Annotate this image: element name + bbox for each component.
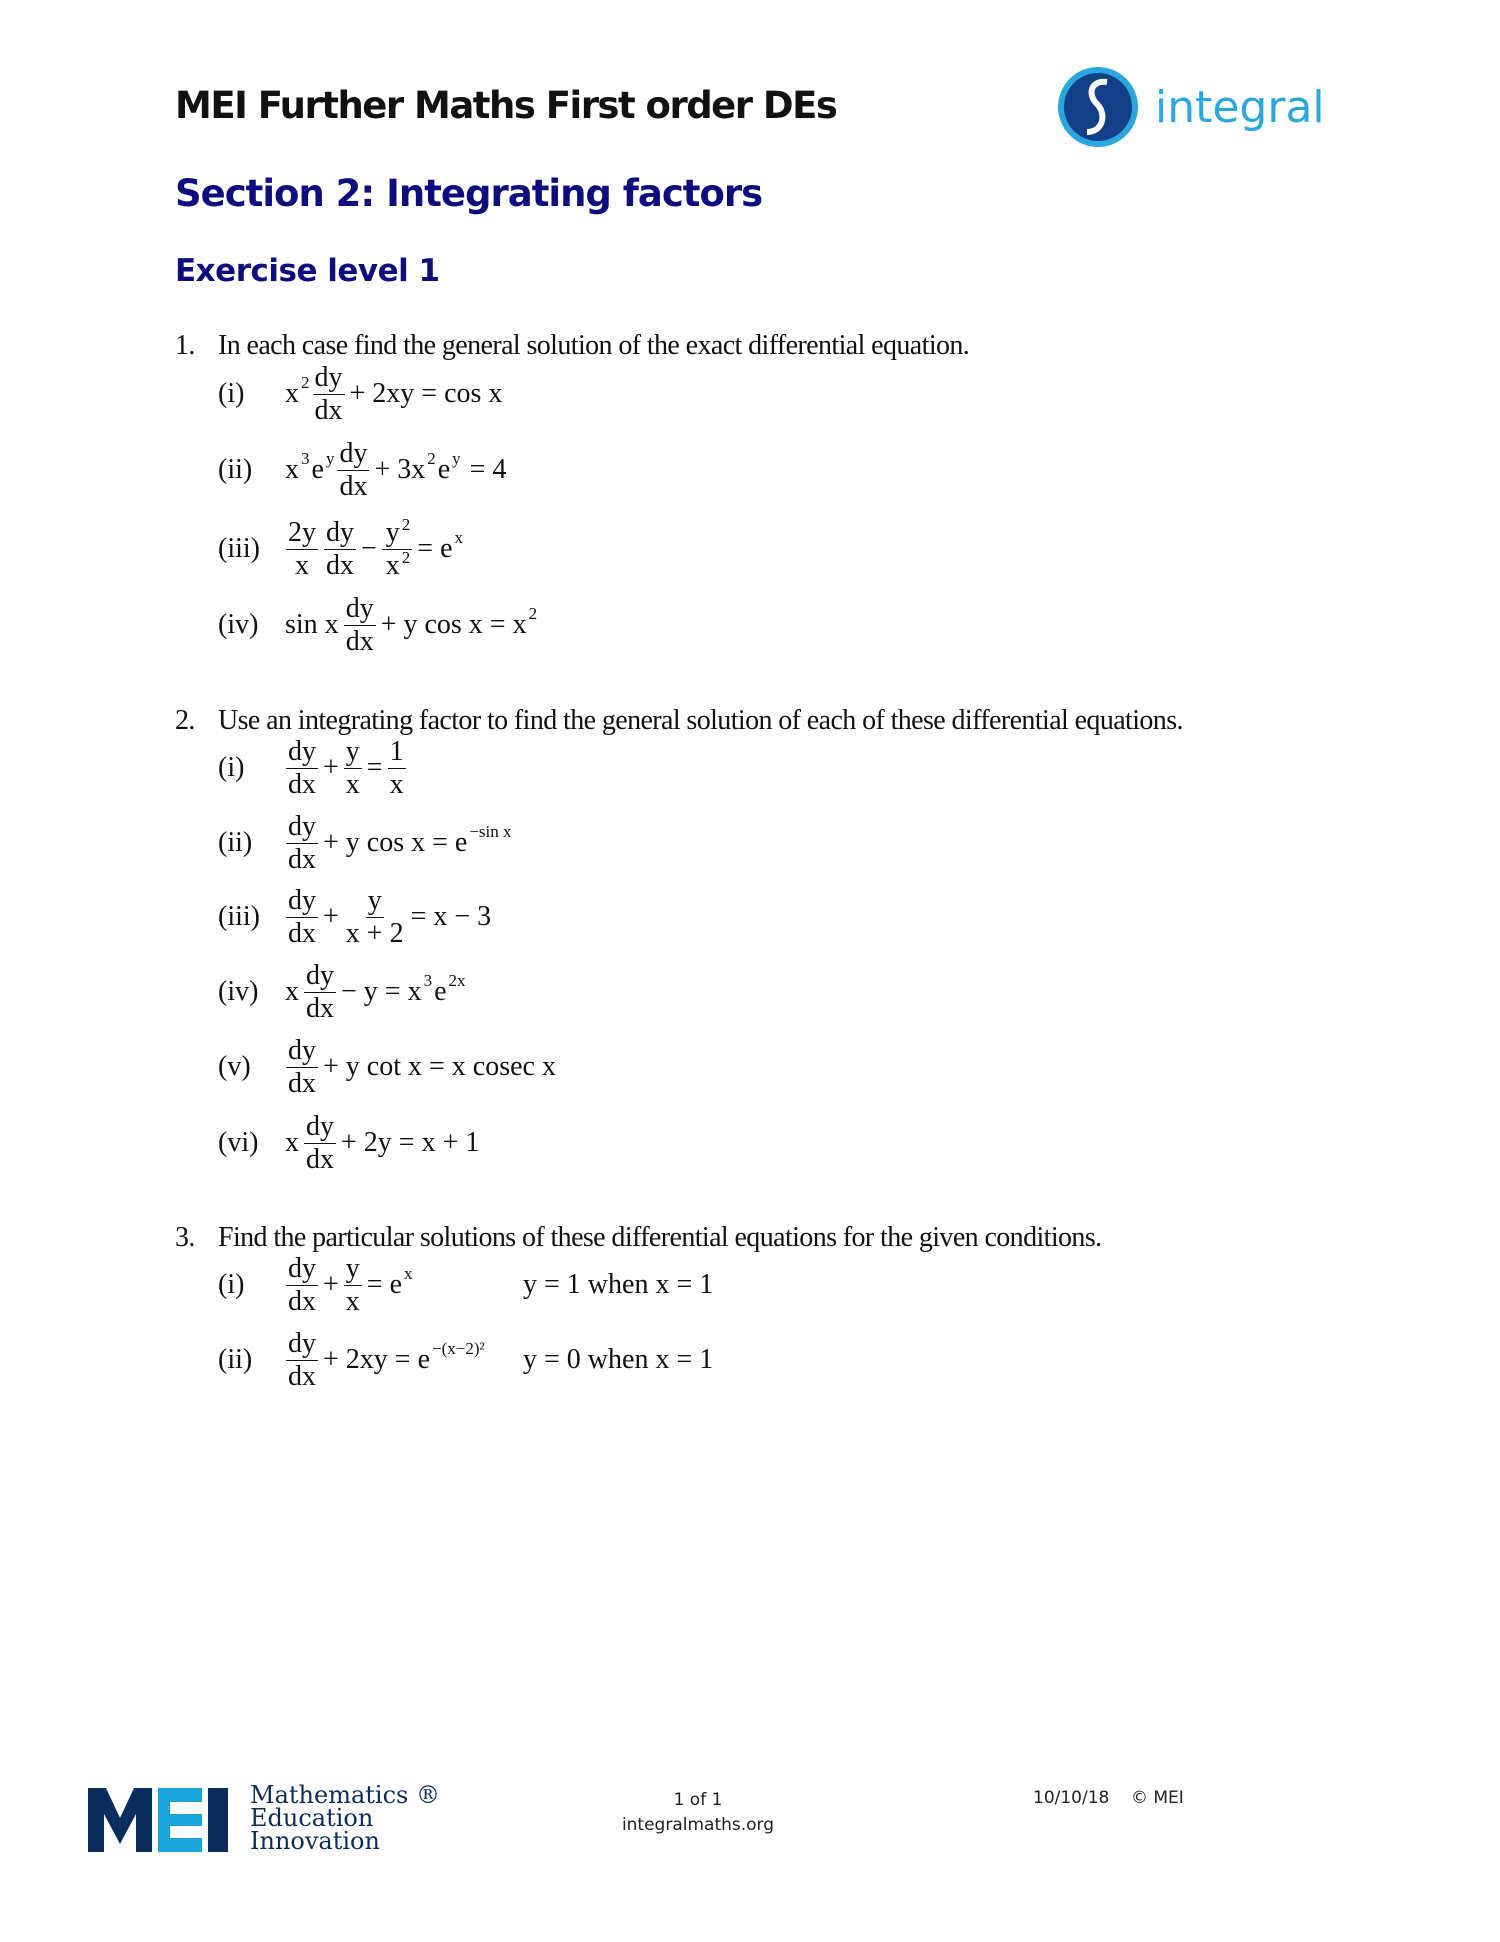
math-text: x (285, 1127, 299, 1158)
math-text: + (323, 1269, 339, 1300)
math-fraction (286, 812, 318, 874)
math-text: dx (314, 394, 343, 426)
math-text: = e (417, 533, 453, 564)
fraction-denominator (344, 769, 362, 799)
equation (283, 1112, 481, 1174)
math-superscript: 2 (528, 604, 538, 623)
question-part (218, 952, 466, 1032)
math-text: x (385, 549, 400, 581)
math-text: x (345, 1285, 360, 1317)
math-text: dx (288, 1285, 316, 1317)
math-superscript: x (454, 528, 464, 547)
question-text: In each case find the general solution of the exact differential equation. (218, 330, 970, 361)
fraction-numerator (366, 886, 384, 917)
svg-text:integral: integral (1155, 82, 1325, 133)
fraction-numerator (286, 886, 318, 917)
math-text: dx (326, 549, 354, 581)
question-number: 3. (175, 1222, 195, 1253)
question-part (218, 1027, 558, 1107)
math-text: dx (288, 1067, 316, 1099)
page-number: 1 of 1 (673, 1790, 723, 1810)
equation (283, 439, 508, 501)
equation (283, 515, 464, 581)
math-fraction (324, 518, 356, 580)
part-label: (i) (218, 378, 245, 409)
fraction-numerator (344, 737, 362, 768)
fraction-denominator (286, 1361, 318, 1391)
part-label: (iii) (218, 533, 260, 564)
math-fraction (344, 886, 406, 948)
math-text: dx (288, 1360, 316, 1392)
math-text: e (437, 454, 451, 485)
mei-logo (88, 1781, 440, 1859)
math-text: + (323, 901, 339, 932)
math-text: sin x (285, 609, 339, 640)
part-label: (iv) (218, 976, 259, 1007)
part-label: (ii) (218, 1344, 253, 1375)
footer-center (598, 1788, 798, 1838)
part-label: (v) (218, 1051, 251, 1082)
math-text: x + 2 (345, 917, 404, 949)
math-superscript: 2x (448, 971, 466, 990)
math-fraction (337, 439, 369, 501)
equation (283, 886, 493, 948)
math-superscript: 2 (427, 449, 436, 468)
fraction-denominator (313, 395, 345, 425)
math-fraction (313, 363, 345, 425)
mei-logo-line: Education (250, 1804, 374, 1832)
math-text: y (345, 736, 360, 768)
mei-logo-line: Mathematics ® (250, 1781, 440, 1809)
equation (283, 1036, 558, 1098)
math-text: dy (288, 885, 316, 917)
math-text: + y cot x = x cosec x (323, 1051, 556, 1082)
math-superscript: 2 (301, 373, 310, 392)
question-part (218, 877, 493, 957)
question-part (218, 430, 508, 510)
section-title: Section 2: Integrating factors (175, 172, 763, 215)
math-text: dy (288, 1035, 316, 1067)
math-text: e (434, 976, 447, 1007)
fraction-denominator (286, 769, 318, 799)
fraction-numerator (286, 737, 318, 768)
math-text: dx (306, 1143, 334, 1175)
part-label: (ii) (218, 454, 253, 485)
math-superscript: −sin x (469, 822, 512, 841)
math-text: + 2xy = e (323, 1344, 431, 1375)
math-text: dx (339, 470, 368, 502)
math-text: dy (306, 960, 334, 992)
fraction-denominator (382, 547, 413, 581)
question-text: Find the particular solutions of these differential equations for the given conditions. (218, 1222, 1102, 1253)
math-superscript: y (452, 449, 461, 468)
math-text: = 4 (462, 454, 507, 485)
equation (283, 812, 512, 874)
part-label: (iii) (218, 901, 260, 932)
math-text: x (285, 454, 299, 485)
math-text: x (285, 378, 299, 409)
math-text: dy (288, 1253, 316, 1285)
math-text: y (367, 885, 382, 917)
math-text: + 3x (374, 454, 426, 485)
fraction-denominator (286, 1068, 318, 1098)
math-fraction (304, 961, 336, 1023)
math-text: y (385, 517, 400, 549)
equation (283, 363, 504, 425)
fraction-numerator (344, 1254, 362, 1285)
fraction-numerator (286, 518, 318, 549)
footer-date: 10/10/18 (1033, 1788, 1110, 1808)
math-text: dy (314, 362, 343, 394)
math-fraction (286, 737, 318, 799)
mei-logo-mark (88, 1786, 248, 1854)
math-fraction (286, 1329, 318, 1391)
math-text: + 2xy = cos x (349, 378, 503, 409)
fraction-denominator (286, 844, 318, 874)
fraction-numerator (286, 1329, 318, 1360)
math-superscript: y (325, 449, 335, 468)
math-text: − (361, 533, 377, 564)
math-text: = (366, 752, 383, 783)
math-fraction (286, 1036, 318, 1098)
fraction-denominator (304, 1144, 336, 1174)
part-label: (i) (218, 1269, 245, 1300)
math-text: x (389, 768, 404, 800)
fraction-numerator (382, 515, 413, 549)
footer-right (1033, 1788, 1184, 1808)
math-superscript: x (404, 1264, 413, 1283)
math-fraction (304, 1112, 336, 1174)
math-text: dy (288, 1328, 316, 1360)
question-part (218, 1245, 714, 1325)
math-fraction (382, 515, 413, 581)
part-label: (ii) (218, 827, 253, 858)
equation (283, 961, 466, 1023)
site-link[interactable]: integralmaths.org (621, 1815, 775, 1835)
math-text: dx (288, 843, 316, 875)
math-superscript: 2 (401, 515, 411, 535)
math-fraction (286, 518, 318, 580)
math-fraction (286, 1254, 318, 1316)
fraction-numerator (286, 1036, 318, 1067)
fraction-numerator (388, 737, 406, 768)
fraction-denominator (344, 1286, 362, 1316)
math-text: 1 (389, 736, 404, 768)
fraction-denominator (324, 550, 356, 580)
integral-logo (1055, 64, 1335, 150)
math-text: 2y (288, 517, 316, 549)
mei-logo-line: Innovation (250, 1827, 380, 1855)
math-text: = x − 3 (410, 901, 492, 932)
math-text: + y cos x = x (380, 609, 527, 640)
question-text: Use an integrating factor to find the general solution of each of these differential equations. (218, 705, 1183, 736)
math-text: x (285, 976, 299, 1007)
math-text: − y = x (341, 976, 422, 1007)
math-fraction (286, 886, 318, 948)
fraction-numerator (286, 812, 318, 843)
equation (283, 1329, 485, 1391)
fraction-denominator (344, 918, 406, 948)
fraction-numerator (304, 961, 336, 992)
exercise-title: Exercise level 1 (175, 253, 440, 289)
equation (283, 1254, 413, 1316)
math-text: x (345, 768, 360, 800)
math-text: e (311, 454, 324, 485)
math-text: x (295, 549, 309, 581)
fraction-denominator (304, 993, 336, 1023)
math-superscript: 2 (401, 547, 411, 567)
fraction-denominator (337, 471, 369, 501)
fraction-numerator (337, 439, 369, 470)
condition: y = 1 when x = 1 (523, 1269, 714, 1300)
math-text: + (323, 752, 339, 783)
math-text: dy (288, 811, 316, 843)
math-text: dx (345, 625, 374, 657)
part-label: (iv) (218, 609, 259, 640)
fraction-numerator (286, 1254, 318, 1285)
document-title: MEI Further Maths First order DEs (175, 84, 837, 127)
fraction-denominator (286, 918, 318, 948)
fraction-numerator (324, 518, 356, 549)
math-text: dy (345, 593, 374, 625)
math-text: + y cos x = e (323, 827, 468, 858)
fraction-numerator (313, 363, 345, 394)
math-text: y (345, 1253, 360, 1285)
part-label: (i) (218, 752, 245, 783)
question-number: 1. (175, 330, 195, 361)
math-fraction (344, 594, 376, 656)
fraction-denominator (388, 769, 406, 799)
question-part (218, 354, 504, 434)
equation (283, 737, 409, 799)
math-text: + 2y = x + 1 (341, 1127, 480, 1158)
condition: y = 0 when x = 1 (523, 1344, 714, 1375)
math-text: dx (306, 992, 334, 1024)
math-fraction (344, 737, 362, 799)
copyright: © MEI (1130, 1788, 1184, 1808)
math-superscript: −(x−2)² (432, 1339, 485, 1358)
math-text: dx (288, 917, 316, 949)
part-label: (vi) (218, 1127, 259, 1158)
math-text: dy (326, 517, 354, 549)
fraction-denominator (344, 626, 376, 656)
question-number: 2. (175, 705, 195, 736)
question-part (218, 728, 409, 808)
question-part (218, 585, 537, 665)
fraction-numerator (344, 594, 376, 625)
math-superscript: 3 (423, 971, 433, 990)
question-part (218, 803, 512, 883)
question-part (218, 509, 463, 589)
math-text: dx (288, 768, 316, 800)
question-part (218, 1103, 481, 1183)
math-fraction (344, 1254, 362, 1316)
fraction-denominator (293, 550, 311, 580)
math-text: dy (306, 1111, 334, 1143)
math-text: dy (288, 736, 316, 768)
math-text: = e (366, 1269, 403, 1300)
math-fraction (388, 737, 406, 799)
math-text: dy (339, 438, 368, 470)
question-part (218, 1320, 714, 1400)
math-superscript: 3 (301, 449, 310, 468)
fraction-denominator (286, 1286, 318, 1316)
equation (283, 594, 537, 656)
fraction-numerator (304, 1112, 336, 1143)
